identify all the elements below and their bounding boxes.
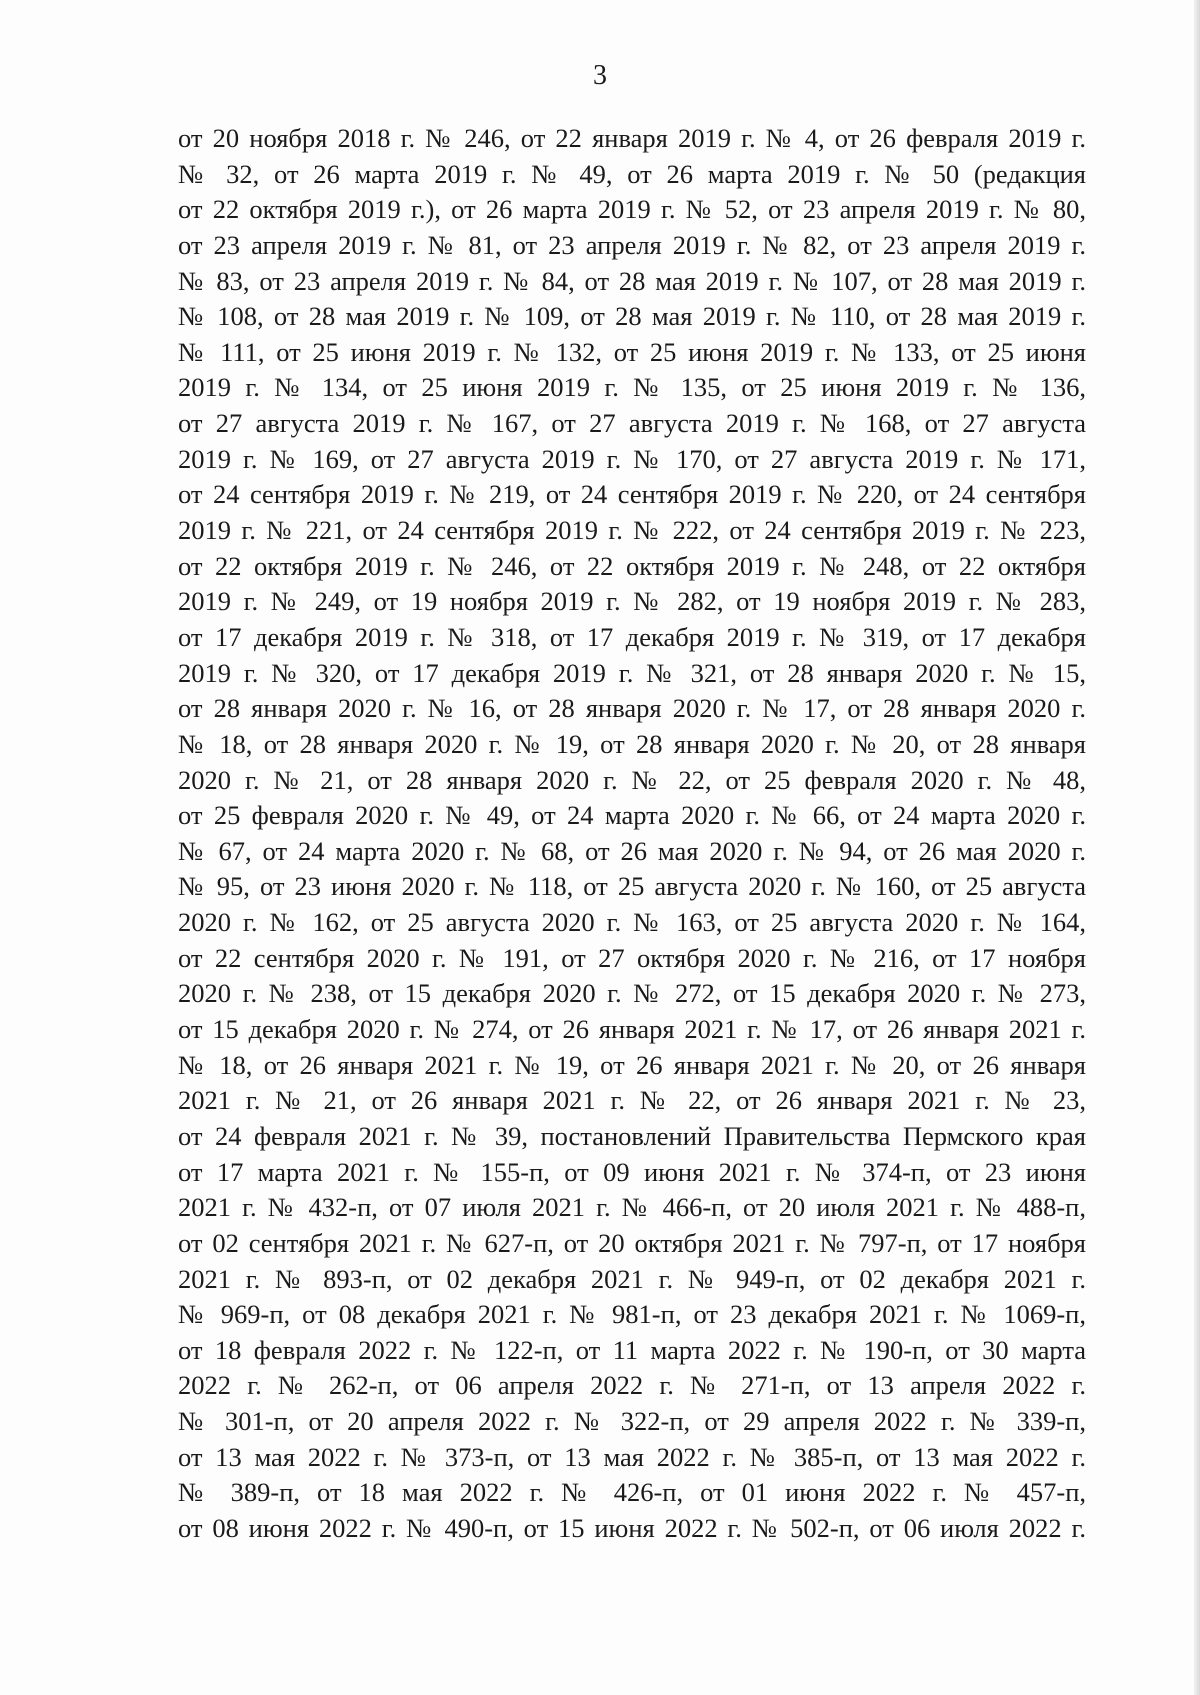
text-line: № 108, от 28 мая 2019 г. № 109, от 28 мая 2019 г. № 110, от 28 мая 2019 г. [178, 301, 1086, 332]
text-line: 2019 г. № 249, от 19 ноября 2019 г. № 282, от 19 ноября 2019 г. № 283, [178, 586, 1086, 617]
text-line: от 23 апреля 2019 г. № 81, от 23 апреля 2019 г. № 82, от 23 апреля 2019 г. [178, 229, 1086, 260]
text-line: от 22 сентября 2020 г. № 191, от 27 октября 2020 г. № 216, от 17 ноября [178, 942, 1086, 973]
text-line: от 15 декабря 2020 г. № 274, от 26 января 2021 г. № 17, от 26 января 2021 г. [178, 1014, 1086, 1045]
text-line: № 18, от 26 января 2021 г. № 19, от 26 января 2021 г. № 20, от 26 января [178, 1049, 1086, 1080]
text-line: 2021 г. № 893-п, от 02 декабря 2021 г. № 949-п, от 02 декабря 2021 г. [178, 1263, 1086, 1294]
text-line: № 111, от 25 июня 2019 г. № 132, от 25 июня 2019 г. № 133, от 25 июня [178, 336, 1086, 367]
text-line: 2019 г. № 320, от 17 декабря 2019 г. № 321, от 28 января 2020 г. № 15, [178, 657, 1086, 688]
text-line: 2020 г. № 162, от 25 августа 2020 г. № 163, от 25 августа 2020 г. № 164, [178, 907, 1086, 938]
text-line: от 17 марта 2021 г. № 155-п, от 09 июня 2021 г. № 374-п, от 23 июня [178, 1156, 1086, 1187]
text-line: от 08 июня 2022 г. № 490-п, от 15 июня 2022 г. № 502-п, от 06 июля 2022 г. [178, 1512, 1086, 1543]
text-line: № 389-п, от 18 мая 2022 г. № 426-п, от 01 июня 2022 г. № 457-п, [178, 1477, 1086, 1508]
body-text [178, 121, 1086, 1547]
text-line: от 02 сентября 2021 г. № 627-п, от 20 октября 2021 г. № 797-п, от 17 ноября [178, 1227, 1086, 1258]
text-line: № 83, от 23 апреля 2019 г. № 84, от 28 мая 2019 г. № 107, от 28 мая 2019 г. [178, 265, 1086, 296]
text-line: 2022 г. № 262-п, от 06 апреля 2022 г. № 271-п, от 13 апреля 2022 г. [178, 1370, 1086, 1401]
scan-edge-shadow [1194, 0, 1200, 1695]
text-line: от 18 февраля 2022 г. № 122-п, от 11 марта 2022 г. № 190-п, от 30 марта [178, 1334, 1086, 1365]
text-line: 2019 г. № 169, от 27 августа 2019 г. № 170, от 27 августа 2019 г. № 171, [178, 443, 1086, 474]
text-line: от 20 ноября 2018 г. № 246, от 22 января 2019 г. № 4, от 26 февраля 2019 г. [178, 123, 1086, 153]
text-line: № 32, от 26 марта 2019 г. № 49, от 26 марта 2019 г. № 50 (редакция [178, 158, 1086, 189]
text-line: от 24 февраля 2021 г. № 39, постановлений Правительства Пермского края [178, 1120, 1086, 1151]
text-line: № 67, от 24 марта 2020 г. № 68, от 26 мая 2020 г. № 94, от 26 мая 2020 г. [178, 835, 1086, 866]
text-line: 2020 г. № 238, от 15 декабря 2020 г. № 272, от 15 декабря 2020 г. № 273, [178, 978, 1086, 1009]
text-line: № 969-п, от 08 декабря 2021 г. № 981-п, от 23 декабря 2021 г. № 1069-п, [178, 1299, 1086, 1330]
text-line: от 17 декабря 2019 г. № 318, от 17 декабря 2019 г. № 319, от 17 декабря [178, 621, 1086, 652]
text-line: от 22 октября 2019 г.), от 26 марта 2019 г. № 52, от 23 апреля 2019 г. № 80, [178, 194, 1086, 225]
text-line: от 28 января 2020 г. № 16, от 28 января 2020 г. № 17, от 28 января 2020 г. [178, 693, 1086, 724]
page-number: 3 [593, 60, 607, 91]
text-line: № 301-п, от 20 апреля 2022 г. № 322-п, от 29 апреля 2022 г. № 339-п, [178, 1406, 1086, 1437]
text-line: от 27 августа 2019 г. № 167, от 27 августа 2019 г. № 168, от 27 августа [178, 408, 1086, 439]
text-line: 2021 г. № 432-п, от 07 июля 2021 г. № 466-п, от 20 июля 2021 г. № 488-п, [178, 1192, 1086, 1223]
text-line: 2021 г. № 21, от 26 января 2021 г. № 22, от 26 января 2021 г. № 23, [178, 1085, 1086, 1116]
text-line: от 22 октября 2019 г. № 246, от 22 октября 2019 г. № 248, от 22 октября [178, 550, 1086, 581]
text-line: от 25 февраля 2020 г. № 49, от 24 марта 2020 г. № 66, от 24 марта 2020 г. [178, 800, 1086, 831]
text-line: от 13 мая 2022 г. № 373-п, от 13 мая 2022 г. № 385-п, от 13 мая 2022 г. [178, 1441, 1086, 1472]
text-line: 2020 г. № 21, от 28 января 2020 г. № 22, от 25 февраля 2020 г. № 48, [178, 764, 1086, 795]
text-line: 2019 г. № 221, от 24 сентября 2019 г. № 222, от 24 сентября 2019 г. № 223, [178, 515, 1086, 546]
text-line: от 24 сентября 2019 г. № 219, от 24 сентября 2019 г. № 220, от 24 сентября [178, 479, 1086, 510]
text-line: 2019 г. № 134, от 25 июня 2019 г. № 135, от 25 июня 2019 г. № 136, [178, 372, 1086, 403]
text-line: № 95, от 23 июня 2020 г. № 118, от 25 августа 2020 г. № 160, от 25 августа [178, 871, 1086, 902]
text-line: № 18, от 28 января 2020 г. № 19, от 28 января 2020 г. № 20, от 28 января [178, 728, 1086, 759]
